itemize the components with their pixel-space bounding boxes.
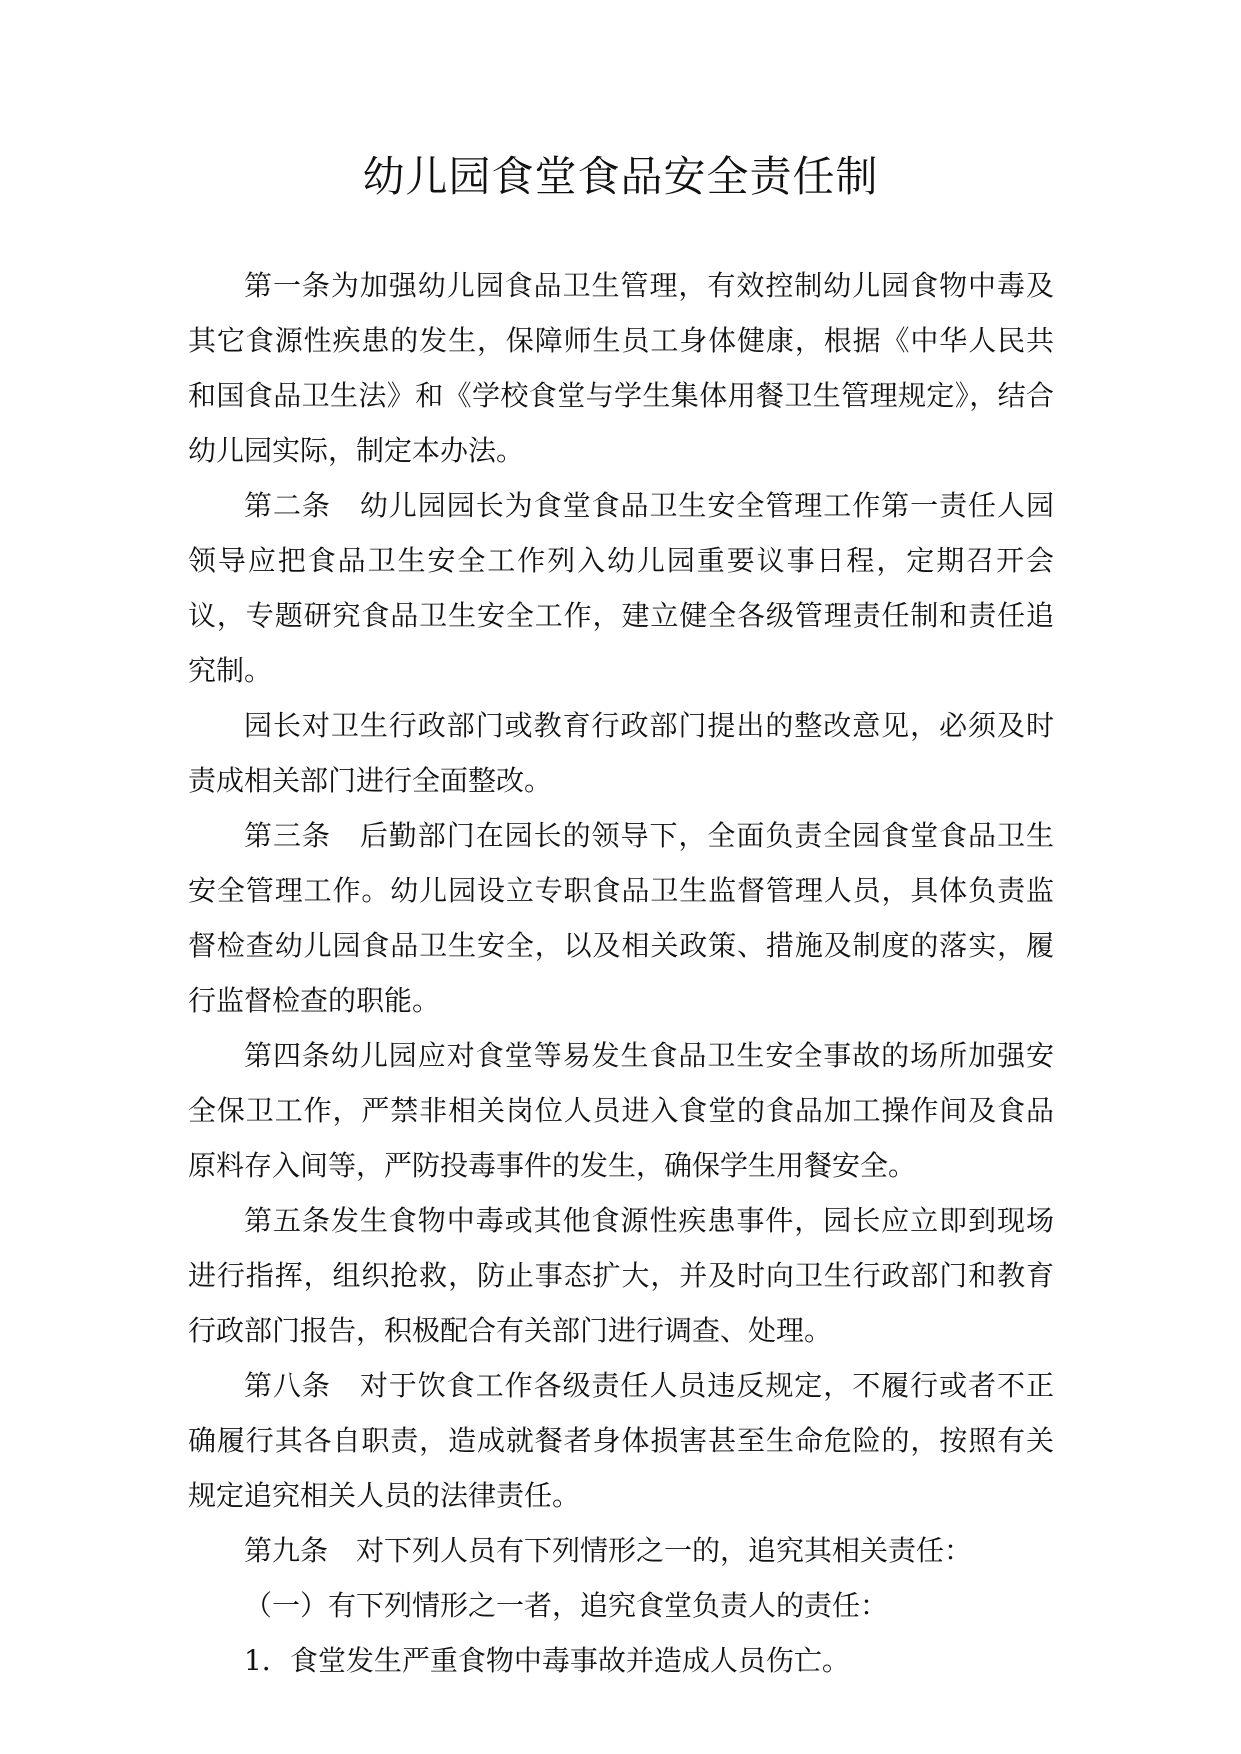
article-1-paragraph: 第一条为加强幼儿园食品卫生管理，有效控制幼儿园食物中毒及其它食源性疾患的发生，保障师生员工身体健康，根据《中华人民共和国食品卫生法》和《学校食堂与学生集体用餐卫生管理规定》，结合幼儿园实际，制定本办法。: [188, 269, 1054, 467]
article-9-paragraph: 第九条 对下列人员有下列情形之一的，追究其相关责任：: [244, 1534, 973, 1567]
clause-1-item-1: 1．食堂发生严重食物中毒事故并造成人员伤亡。: [244, 1644, 850, 1677]
article-5-paragraph: 第五条发生食物中毒或其他食源性疾患事件，园长应立即到现场进行指挥，组织抢救，防止事态扩大，并及时向卫生行政部门和教育行政部门报告，积极配合有关部门进行调查、处理。: [188, 1204, 1054, 1347]
article-2-continuation-paragraph: 园长对卫生行政部门或教育行政部门提出的整改意见，必须及时责成相关部门进行全面整改。: [188, 709, 1054, 797]
article-4-paragraph: 第四条幼儿园应对食堂等易发生食品卫生安全事故的场所加强安全保卫工作，严禁非相关岗位人员进入食堂的食品加工操作间及食品原料存入间等，严防投毒事件的发生，确保学生用餐安全。: [188, 1039, 1054, 1182]
document-title: 幼儿园食堂食品安全责任制: [362, 152, 879, 201]
document-body: [188, 258, 1054, 1688]
article-2-paragraph: 第二条 幼儿园园长为食堂食品卫生安全管理工作第一责任人园领导应把食品卫生安全工作列入幼儿园重要议事日程，定期召开会议，专题研究食品卫生安全工作，建立健全各级管理责任制和责任追究制。: [188, 489, 1054, 687]
article-3-paragraph: 第三条 后勤部门在园长的领导下，全面负责全园食堂食品卫生安全管理工作。幼儿园设立专职食品卫生监督管理人员，具体负责监督检查幼儿园食品卫生安全，以及相关政策、措施及制度的落实，履行监督检查的职能。: [188, 819, 1054, 1017]
article-8-paragraph: 第八条 对于饮食工作各级责任人员违反规定，不履行或者不正确履行其各自职责，造成就餐者身体损害甚至生命危险的，按照有关规定追究相关人员的法律责任。: [188, 1369, 1054, 1512]
clause-1-heading: （一）有下列情形之一者，追究食堂负责人的责任：: [244, 1589, 889, 1622]
